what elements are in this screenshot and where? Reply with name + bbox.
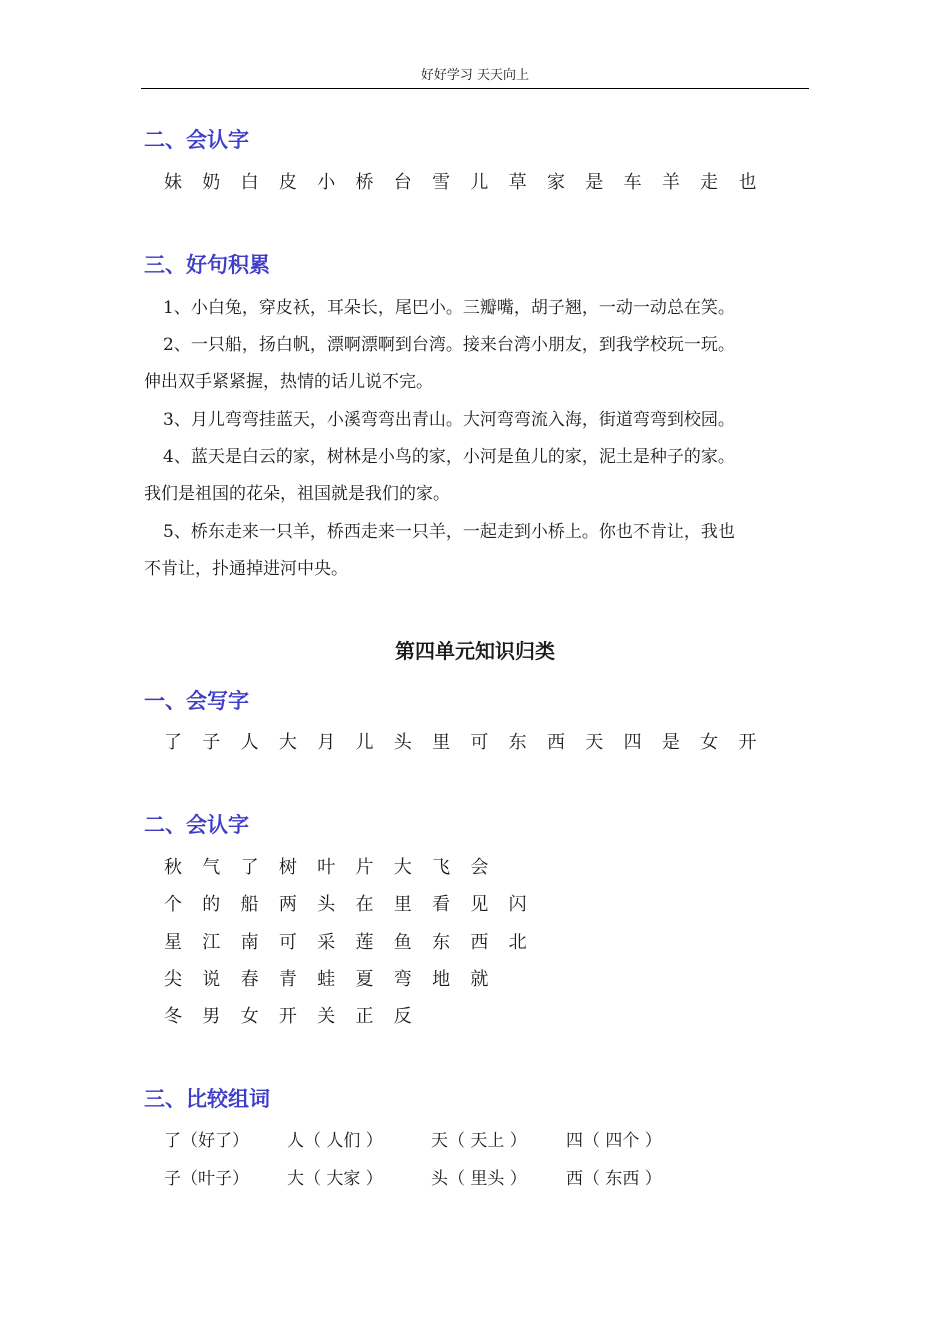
- recognize-heading-1: 二、会认字: [144, 128, 249, 152]
- sentence-4-line-2: 我们是祖国的花朵，祖国就是我们的家。: [144, 484, 450, 504]
- hanzi-char: 关: [317, 1006, 336, 1027]
- hanzi-char: 东: [508, 732, 527, 753]
- recognize-char-row-a: [164, 855, 509, 881]
- hanzi-char: 也: [738, 172, 757, 193]
- compare-cell: 天（ 天上 ）: [431, 1131, 527, 1151]
- hanzi-char: 弯: [393, 969, 412, 990]
- hanzi-char: 莲: [355, 932, 374, 953]
- hanzi-char: 头: [317, 894, 336, 915]
- hanzi-char: 说: [202, 969, 221, 990]
- compare-heading: 三、比较组词: [144, 1087, 270, 1111]
- hanzi-char: 了: [164, 732, 182, 753]
- compare-cell: 头（ 里头 ）: [431, 1169, 527, 1189]
- hanzi-char: 奶: [202, 172, 221, 193]
- hanzi-char: 大: [393, 857, 412, 878]
- hanzi-char: 可: [278, 932, 297, 953]
- recognize-char-row-1: [164, 170, 777, 196]
- hanzi-char: 羊: [661, 172, 680, 193]
- hanzi-char: 两: [278, 894, 297, 915]
- unit-title: 第四单元知识归类: [395, 639, 555, 663]
- hanzi-char: 开: [738, 732, 757, 753]
- hanzi-char: 就: [470, 969, 489, 990]
- hanzi-char: 小: [317, 172, 336, 193]
- hanzi-char: 家: [546, 172, 565, 193]
- hanzi-char: 星: [164, 932, 182, 953]
- write-heading: 一、会写字: [144, 689, 249, 713]
- hanzi-char: 里: [393, 894, 412, 915]
- compare-cell: 四（ 四个 ）: [566, 1131, 662, 1151]
- hanzi-char: 青: [278, 969, 297, 990]
- hanzi-char: 是: [585, 172, 604, 193]
- header-rule: [141, 88, 809, 89]
- hanzi-char: 南: [240, 932, 259, 953]
- recognize-heading-2: 二、会认字: [144, 813, 249, 837]
- hanzi-char: 北: [508, 932, 527, 953]
- sentence-2-line-1: 2、一只船，扬白帆，漂啊漂啊到台湾。接来台湾小朋友，到我学校玩一玩。: [163, 335, 735, 355]
- hanzi-char: 秋: [164, 857, 182, 878]
- hanzi-char: 船: [240, 894, 259, 915]
- hanzi-char: 是: [661, 732, 680, 753]
- hanzi-char: 月: [317, 732, 336, 753]
- hanzi-char: 会: [470, 857, 489, 878]
- hanzi-char: 正: [355, 1006, 374, 1027]
- hanzi-char: 尖: [164, 969, 182, 990]
- hanzi-char: 妹: [164, 172, 182, 193]
- compare-cell: 大（ 大家 ）: [287, 1169, 383, 1189]
- hanzi-char: 鱼: [393, 932, 412, 953]
- hanzi-char: 四: [623, 732, 642, 753]
- hanzi-char: 蛙: [317, 969, 336, 990]
- hanzi-char: 头: [393, 732, 412, 753]
- hanzi-char: 树: [278, 857, 297, 878]
- hanzi-char: 个: [164, 894, 182, 915]
- hanzi-char: 雪: [432, 172, 451, 193]
- hanzi-char: 西: [470, 932, 489, 953]
- hanzi-char: 了: [240, 857, 259, 878]
- sentences-heading: 三、好句积累: [144, 253, 270, 277]
- compare-cell: 西（ 东西 ）: [566, 1169, 662, 1189]
- hanzi-char: 大: [278, 732, 297, 753]
- hanzi-char: 女: [240, 1006, 259, 1027]
- hanzi-char: 东: [432, 932, 451, 953]
- sentence-5-line-2: 不肯让，扑通掉进河中央。: [144, 559, 348, 579]
- recognize-char-row-d: [164, 967, 509, 993]
- hanzi-char: 男: [202, 1006, 221, 1027]
- hanzi-char: 见: [470, 894, 489, 915]
- hanzi-char: 人: [240, 732, 259, 753]
- hanzi-char: 飞: [432, 857, 451, 878]
- hanzi-char: 可: [470, 732, 489, 753]
- hanzi-char: 儿: [355, 732, 374, 753]
- hanzi-char: 天: [585, 732, 604, 753]
- hanzi-char: 闪: [508, 894, 527, 915]
- hanzi-char: 冬: [164, 1006, 182, 1027]
- hanzi-char: 的: [202, 894, 221, 915]
- hanzi-char: 江: [202, 932, 221, 953]
- write-char-row: [164, 730, 777, 756]
- hanzi-char: 皮: [278, 172, 297, 193]
- sentence-1-line-1: 1、小白兔，穿皮袄，耳朵长，尾巴小。三瓣嘴，胡子翘，一动一动总在笑。: [163, 298, 735, 318]
- sentence-4-line-1: 4、蓝天是白云的家，树林是小鸟的家，小河是鱼儿的家，泥土是种子的家。: [163, 447, 735, 467]
- compare-cell: 子（叶子）: [164, 1169, 249, 1189]
- hanzi-char: 看: [432, 894, 451, 915]
- hanzi-char: 子: [202, 732, 221, 753]
- hanzi-char: 采: [317, 932, 336, 953]
- hanzi-char: 西: [546, 732, 565, 753]
- hanzi-char: 反: [393, 1006, 412, 1027]
- hanzi-char: 地: [432, 969, 451, 990]
- hanzi-char: 桥: [355, 172, 374, 193]
- hanzi-char: 春: [240, 969, 259, 990]
- recognize-char-row-c: [164, 930, 547, 956]
- sentence-2-line-2: 伸出双手紧紧握，热情的话儿说不完。: [144, 372, 433, 392]
- hanzi-char: 白: [240, 172, 259, 193]
- hanzi-char: 开: [278, 1006, 297, 1027]
- hanzi-char: 车: [623, 172, 642, 193]
- page-header: 好好学习 天天向上: [420, 68, 530, 83]
- hanzi-char: 气: [202, 857, 221, 878]
- hanzi-char: 在: [355, 894, 374, 915]
- hanzi-char: 走: [700, 172, 719, 193]
- hanzi-char: 儿: [470, 172, 489, 193]
- compare-cell: 了（好了）: [164, 1131, 249, 1151]
- hanzi-char: 女: [700, 732, 719, 753]
- recognize-char-row-e: [164, 1004, 432, 1030]
- sentence-5-line-1: 5、桥东走来一只羊，桥西走来一只羊，一起走到小桥上。你也不肯让，我也: [163, 522, 735, 542]
- hanzi-char: 草: [508, 172, 527, 193]
- compare-cell: 人（ 人们 ）: [287, 1131, 383, 1151]
- sentence-3-line-1: 3、月儿弯弯挂蓝天，小溪弯弯出青山。大河弯弯流入海，街道弯弯到校园。: [163, 410, 735, 430]
- hanzi-char: 叶: [317, 857, 336, 878]
- hanzi-char: 里: [432, 732, 451, 753]
- recognize-char-row-b: [164, 892, 547, 918]
- hanzi-char: 台: [393, 172, 412, 193]
- hanzi-char: 夏: [355, 969, 374, 990]
- hanzi-char: 片: [355, 857, 374, 878]
